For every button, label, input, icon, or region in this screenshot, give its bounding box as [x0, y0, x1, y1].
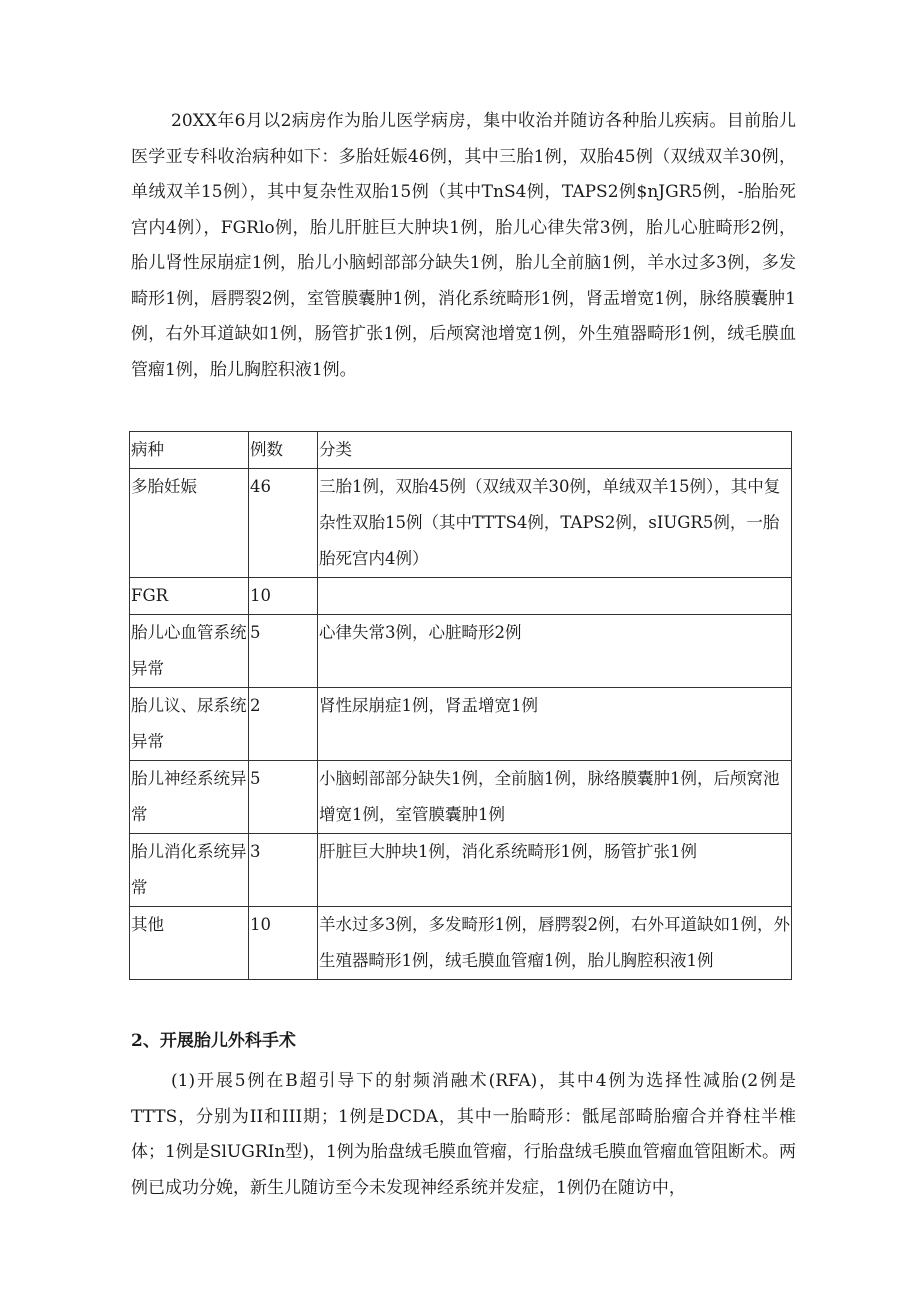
- row-category: 心律失常3例，心脏畸形2例: [318, 615, 792, 688]
- table-row: [130, 834, 792, 907]
- section-2-heading: 2、开展胎儿外科手术: [131, 1031, 296, 1051]
- header-disease: 病种: [130, 432, 249, 469]
- table-row: [130, 615, 792, 688]
- section-2-paragraph: (1)开展5例在B超引导下的射频消融术(RFA)，其中4例为选择性减胎(2例是TTTS，分别为II和III期；1例是DCDA，其中一胎畸形：骶尾部畸胎瘤合并脊柱半椎体；1例是SlUGRIn型)，1例为胎盘绒毛膜血管瘤，行胎盘绒毛膜血管瘤血管阻断术。两例已成功分娩，新生儿随访至今未发现神经系统并发症，1例仍在随访中，: [131, 1071, 796, 1198]
- row-category: 羊水过多3例，多发畸形1例，唇腭裂2例，右外耳道缺如1例，外生殖器畸形1例，绒毛膜血管瘤1例，胎儿胸腔积液1例: [318, 907, 792, 980]
- header-count: 例数: [249, 432, 318, 469]
- header-category: 分类: [318, 432, 792, 469]
- row-disease: 胎儿心血管系统异常: [130, 615, 249, 688]
- table-row: [130, 578, 792, 615]
- table-row: [130, 907, 792, 980]
- row-disease: 胎儿消化系统异常: [130, 834, 249, 907]
- row-disease: 胎儿议、尿系统异常: [130, 688, 249, 761]
- row-count: 46: [249, 469, 318, 578]
- row-count: 2: [249, 688, 318, 761]
- row-disease: 胎儿神经系统异常: [130, 761, 249, 834]
- table-row: [130, 761, 792, 834]
- row-count: 10: [249, 578, 318, 615]
- table-row: [130, 688, 792, 761]
- row-count: 10: [249, 907, 318, 980]
- row-disease: 多胎妊娠: [130, 469, 249, 578]
- row-count: 5: [249, 761, 318, 834]
- row-category: 肝脏巨大肿块1例，消化系统畸形1例，肠管扩张1例: [318, 834, 792, 907]
- row-category: 三胎1例，双胎45例（双绒双羊30例，单绒双羊15例），其中复杂性双胎15例（其中TTTS4例，TAPS2例，sIUGR5例，一胎胎死宫内4例）: [318, 469, 792, 578]
- row-category: 肾性尿崩症1例，肾盂增宽1例: [318, 688, 792, 761]
- row-count: 5: [249, 615, 318, 688]
- row-count: 3: [249, 834, 318, 907]
- table-header-row: [130, 432, 792, 469]
- row-disease: FGR: [130, 578, 249, 615]
- row-category: 小脑蚓部部分缺失1例，全前脑1例，脉络膜囊肿1例，后颅窝池增宽1例，室管膜囊肿1例: [318, 761, 792, 834]
- row-disease: 其他: [130, 907, 249, 980]
- disease-table: [129, 431, 792, 980]
- table-row: [130, 469, 792, 578]
- row-category: [318, 578, 792, 615]
- intro-paragraph: 20XX年6月以2病房作为胎儿医学病房，集中收治并随访各种胎儿疾病。目前胎儿医学亚专科收治病种如下：多胎妊娠46例，其中三胎1例，双胎45例（双绒双羊30例，单绒双羊15例），其中复杂性双胎15例（其中TnS4例，TAPS2例$nJGR5例，-胎胎死宫内4例），FGRlo例，胎儿肝脏巨大肿块1例，胎儿心律失常3例，胎儿心脏畸形2例，胎儿肾性尿崩症1例，胎儿小脑蚓部部分缺失1例，胎儿全前脑1例，羊水过多3例，多发畸形1例，唇腭裂2例，室管膜囊肿1例，消化系统畸形1例，肾盂增宽1例，脉络膜囊肿1例，右外耳道缺如1例，肠管扩张1例，后颅窝池增宽1例，外生殖器畸形1例，绒毛膜血管瘤1例，胎儿胸腔积液1例。: [131, 111, 796, 380]
